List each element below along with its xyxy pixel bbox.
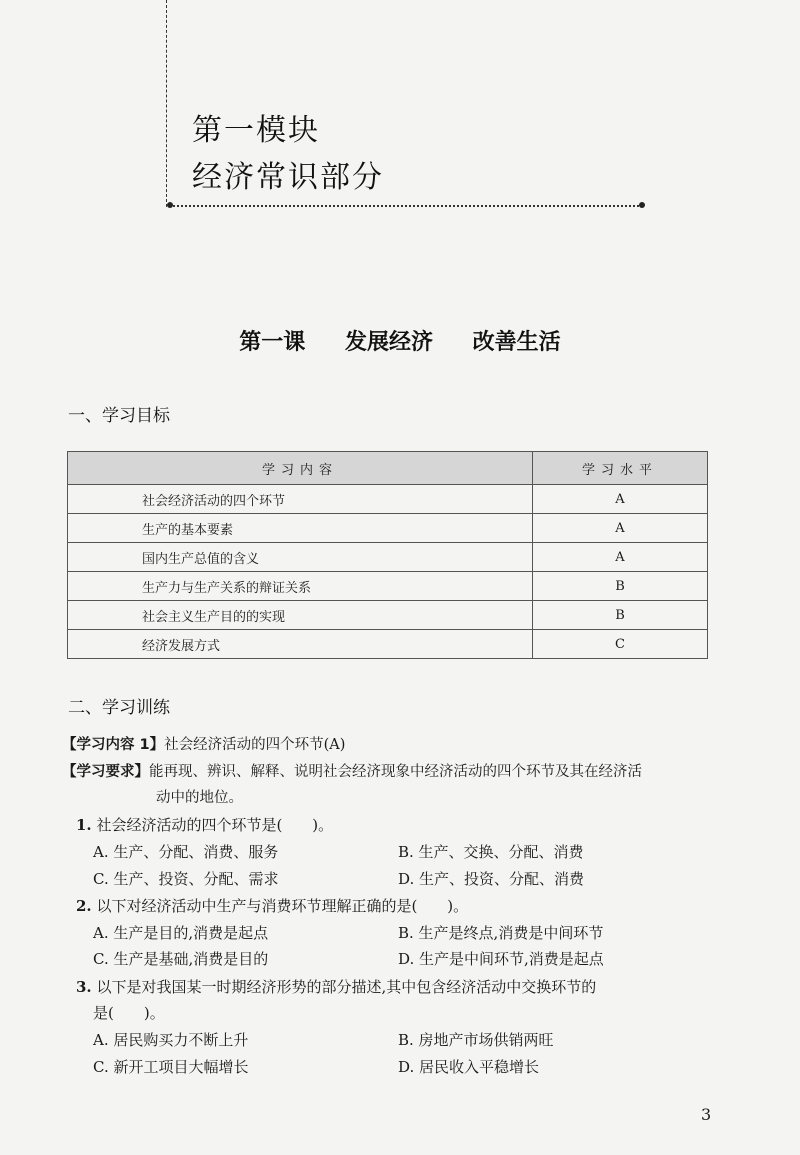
- rule-dot-right: [639, 202, 645, 208]
- option-c: C. 生产是基础,消费是目的: [93, 950, 269, 968]
- table-row: [68, 601, 708, 630]
- question-stem: 社会经济活动的四个环节是( )。: [96, 816, 334, 834]
- requirement-tag: 【学习要求】: [62, 764, 149, 780]
- table-cell-content: 生产的基本要素: [68, 514, 533, 543]
- objectives-table: [67, 451, 708, 659]
- option-d: D. 生产、投资、分配、消费: [398, 870, 585, 888]
- option-c: C. 生产、投资、分配、需求: [93, 870, 279, 888]
- table-row: [68, 543, 708, 572]
- option-a: A. 居民购买力不断上升: [93, 1031, 249, 1049]
- question-number: 2.: [76, 897, 92, 915]
- table-cell-content: 社会主义生产目的的实现: [68, 601, 533, 630]
- table-cell-level: A: [533, 543, 708, 572]
- question-2: [76, 895, 468, 916]
- option-a: A. 生产是目的,消费是起点: [93, 924, 269, 942]
- table-header-content: 学习内容: [68, 452, 533, 485]
- option-c: C. 新开工项目大幅增长: [93, 1058, 249, 1076]
- question-stem: 以下是对我国某一时期经济形势的部分描述,其中包含经济活动中交换环节的: [96, 978, 597, 996]
- table-cell-content: 社会经济活动的四个环节: [68, 485, 533, 514]
- page-number: 3: [701, 1105, 712, 1124]
- table-header-level: 学习水平: [533, 452, 708, 485]
- table-header-row: [68, 452, 708, 485]
- table-cell-content: 生产力与生产关系的辩证关系: [68, 572, 533, 601]
- option-a: A. 生产、分配、消费、服务: [93, 843, 279, 861]
- table-cell-level: C: [533, 630, 708, 659]
- table-row: [68, 630, 708, 659]
- module-number: 第一模块: [192, 113, 320, 148]
- question-number: 3.: [76, 978, 92, 996]
- requirement-text-cont: 动中的地位。: [156, 790, 243, 806]
- requirement-text: 能再现、辨识、解释、说明社会经济现象中经济活动的四个环节及其在经济活: [149, 764, 642, 780]
- header-vertical-rule: [166, 0, 167, 207]
- rule-dot-left: [167, 202, 173, 208]
- module-name: 经济常识部分: [192, 160, 384, 195]
- option-b: B. 生产是终点,消费是中间环节: [398, 924, 604, 942]
- lesson-title-part2: 改善生活: [472, 330, 561, 355]
- option-d: D. 生产是中间环节,消费是起点: [398, 950, 604, 968]
- table-cell-level: B: [533, 601, 708, 630]
- table-row: [68, 572, 708, 601]
- header-dotted-rule: [170, 205, 642, 207]
- question-1: [76, 814, 333, 835]
- table-cell-level: A: [533, 485, 708, 514]
- question-number: 1.: [76, 816, 92, 834]
- lesson-number: 第一课: [239, 330, 306, 355]
- table-cell-level: A: [533, 514, 708, 543]
- option-b: B. 房地产市场供销两旺: [398, 1031, 554, 1049]
- question-stem: 以下对经济活动中生产与消费环节理解正确的是( )。: [96, 897, 469, 915]
- content-line: [62, 733, 345, 758]
- section-heading-objectives: 一、学习目标: [68, 406, 170, 426]
- table-cell-level: B: [533, 572, 708, 601]
- question-stem-cont: 是( )。: [93, 1004, 165, 1022]
- table-row: [68, 514, 708, 543]
- lesson-title-part1: 发展经济: [344, 330, 433, 355]
- table-cell-content: 国内生产总值的含义: [68, 543, 533, 572]
- section-heading-training: 二、学习训练: [68, 698, 170, 718]
- requirement-line: [62, 760, 642, 785]
- lesson-title: [0, 325, 800, 356]
- table-cell-content: 经济发展方式: [68, 630, 533, 659]
- content-text: 社会经济活动的四个环节(A): [164, 737, 346, 753]
- option-d: D. 居民收入平稳增长: [398, 1058, 540, 1076]
- option-b: B. 生产、交换、分配、消费: [398, 843, 584, 861]
- question-3: [76, 976, 596, 997]
- table-row: [68, 485, 708, 514]
- content-tag: 【学习内容 1】: [62, 737, 165, 753]
